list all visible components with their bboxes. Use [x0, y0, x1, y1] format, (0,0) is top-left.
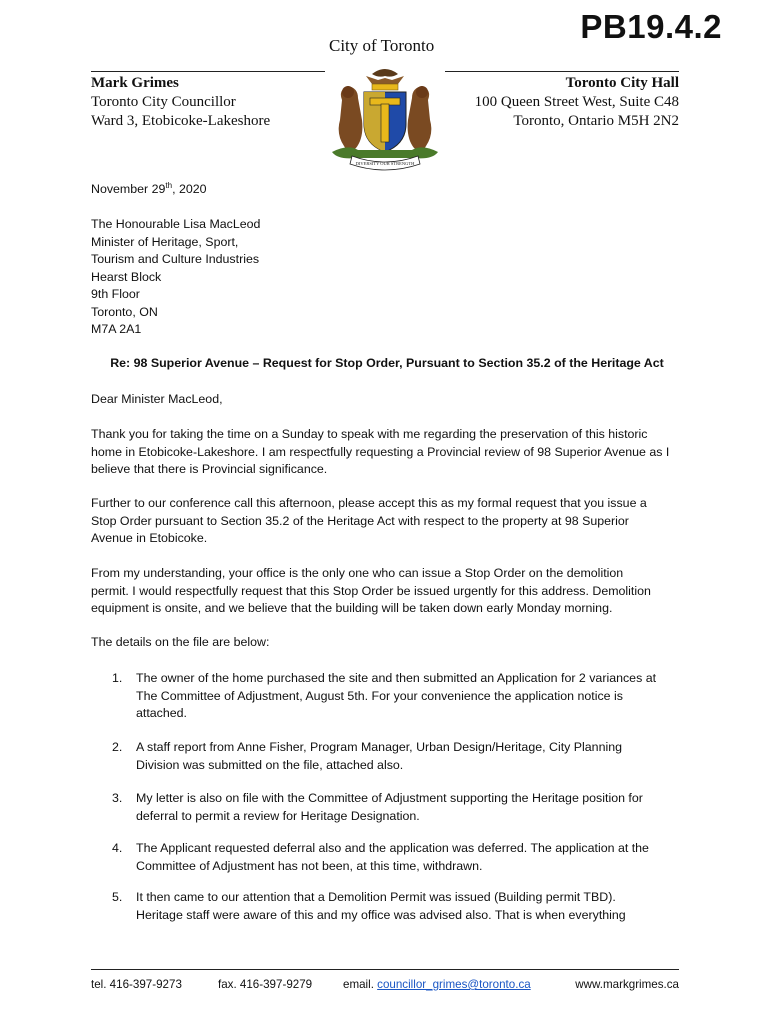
paragraph-line: Further to our conference call this afternoon, please accept this as my formal request that you issue a [91, 496, 647, 510]
list-number: 5. [112, 890, 123, 904]
list-item [112, 840, 684, 875]
councillor-name: Mark Grimes [91, 75, 179, 91]
councillor-block [91, 74, 270, 131]
list-line: The owner of the home purchased the site and then submitted an Application for 2 variances at [136, 671, 657, 685]
list-line: Division was submitted on the file, attached also. [136, 757, 404, 772]
paragraph-line: Thank you for taking the time on a Sunday to speak with me regarding the preservation of this historic [91, 427, 648, 441]
office-name: Toronto City Hall [565, 75, 679, 91]
paragraph-line: Stop Order pursuant to Section 35.2 of the Heritage Act with respect to the property at 98 Superior [91, 513, 629, 528]
recipient-line: The Honourable Lisa MacLeod [91, 217, 261, 231]
footer-email-block [343, 978, 531, 991]
paragraph [91, 495, 683, 548]
paragraph [91, 565, 683, 618]
list-item [112, 670, 684, 723]
recipient-line: Toronto, ON [91, 304, 158, 319]
list-item [112, 790, 684, 825]
date-year: , 2020 [172, 182, 207, 196]
list-item [112, 889, 684, 924]
paragraph-line: From my understanding, your office is the only one who can issue a Stop Order on the demolition [91, 566, 624, 580]
date-day: November 29 [91, 182, 166, 196]
paragraph-line: home in Etobicoke-Lakeshore. I am respectfully requesting a Provincial review of 98 Superior Avenue as I [91, 444, 670, 459]
recipient-line: 9th Floor [91, 287, 140, 301]
list-line: A staff report from Anne Fisher, Program Manager, Urban Design/Heritage, City Planning [136, 740, 622, 754]
header-rule-left [91, 71, 325, 72]
toronto-coat-of-arms-icon [328, 64, 442, 172]
list-line: attached. [136, 706, 187, 720]
list-number: 4. [112, 841, 123, 855]
footer-rule [91, 969, 679, 970]
list-line: The Committee of Adjustment, August 5th. For your convenience the application notice is [136, 688, 623, 703]
document-reference: PB19.4.2 [580, 8, 722, 45]
recipient-line: M7A 2A1 [91, 322, 142, 336]
subject-line: Re: 98 Superior Avenue – Request for Stop Order, Pursuant to Section 35.2 of the Heritage Act [110, 356, 664, 370]
footer-email-link[interactable]: councillor_grimes@toronto.ca [377, 978, 531, 991]
office-street: 100 Queen Street West, Suite C48 [474, 94, 679, 110]
list-line: Heritage staff were aware of this and my office was advised also. That is when everything [136, 907, 626, 922]
recipient-line: Minister of Heritage, Sport, [91, 234, 239, 249]
councillor-title: Toronto City Councillor [91, 94, 236, 110]
footer-fax: fax. 416-397-9279 [218, 978, 313, 991]
recipient-line: Tourism and Culture Industries [91, 252, 260, 266]
paragraph-line: Avenue in Etobicoke. [91, 531, 208, 545]
recipient-address [91, 216, 683, 339]
footer-tel: tel. 416-397-9273 [91, 978, 182, 991]
list-line: The Applicant requested deferral also and the application was deferred. The application at the [136, 841, 649, 855]
list-item [112, 739, 684, 774]
paragraph-line: equipment is onsite, and we believe that the building will be taken down early Monday morning. [91, 601, 613, 615]
footer-website[interactable]: www.markgrimes.ca [575, 978, 679, 991]
list-line: Committee of Adjustment has not been, at this time, withdrawn. [136, 858, 483, 873]
details-intro: The details on the file are below: [91, 635, 270, 649]
list-number: 1. [112, 671, 123, 685]
salutation: Dear Minister MacLeod, [91, 392, 223, 406]
list-line: My letter is also on file with the Committee of Adjustment supporting the Heritage position for [136, 791, 643, 805]
paragraph-line: permit. I would respectfully request that this Stop Order be issued urgently for this address. Demolition [91, 583, 651, 598]
motto-text: DIVERSITY OUR STRENGTH [355, 161, 415, 166]
list-number: 2. [112, 740, 123, 754]
list-number: 3. [112, 791, 123, 805]
councillor-ward: Ward 3, Etobicoke-Lakeshore [91, 113, 271, 129]
office-city: Toronto, Ontario M5H 2N2 [513, 113, 679, 129]
header-rule-right [445, 71, 679, 72]
eagle-shape [372, 69, 398, 77]
office-address-block [475, 74, 679, 131]
footer-email-label: email. [343, 978, 378, 991]
letter-date [91, 181, 683, 199]
paragraph [91, 426, 683, 479]
list-line: It then came to our attention that a Demolition Permit was issued (Building permit TBD). [136, 890, 616, 904]
date-suffix: th [165, 181, 173, 190]
city-title: City of Toronto [329, 36, 435, 55]
recipient-line: Hearst Block [91, 269, 162, 284]
list-line: deferral to permit a review for Heritage Designation. [136, 808, 420, 823]
paragraph-line: believe that there is Provincial significance. [91, 462, 328, 476]
